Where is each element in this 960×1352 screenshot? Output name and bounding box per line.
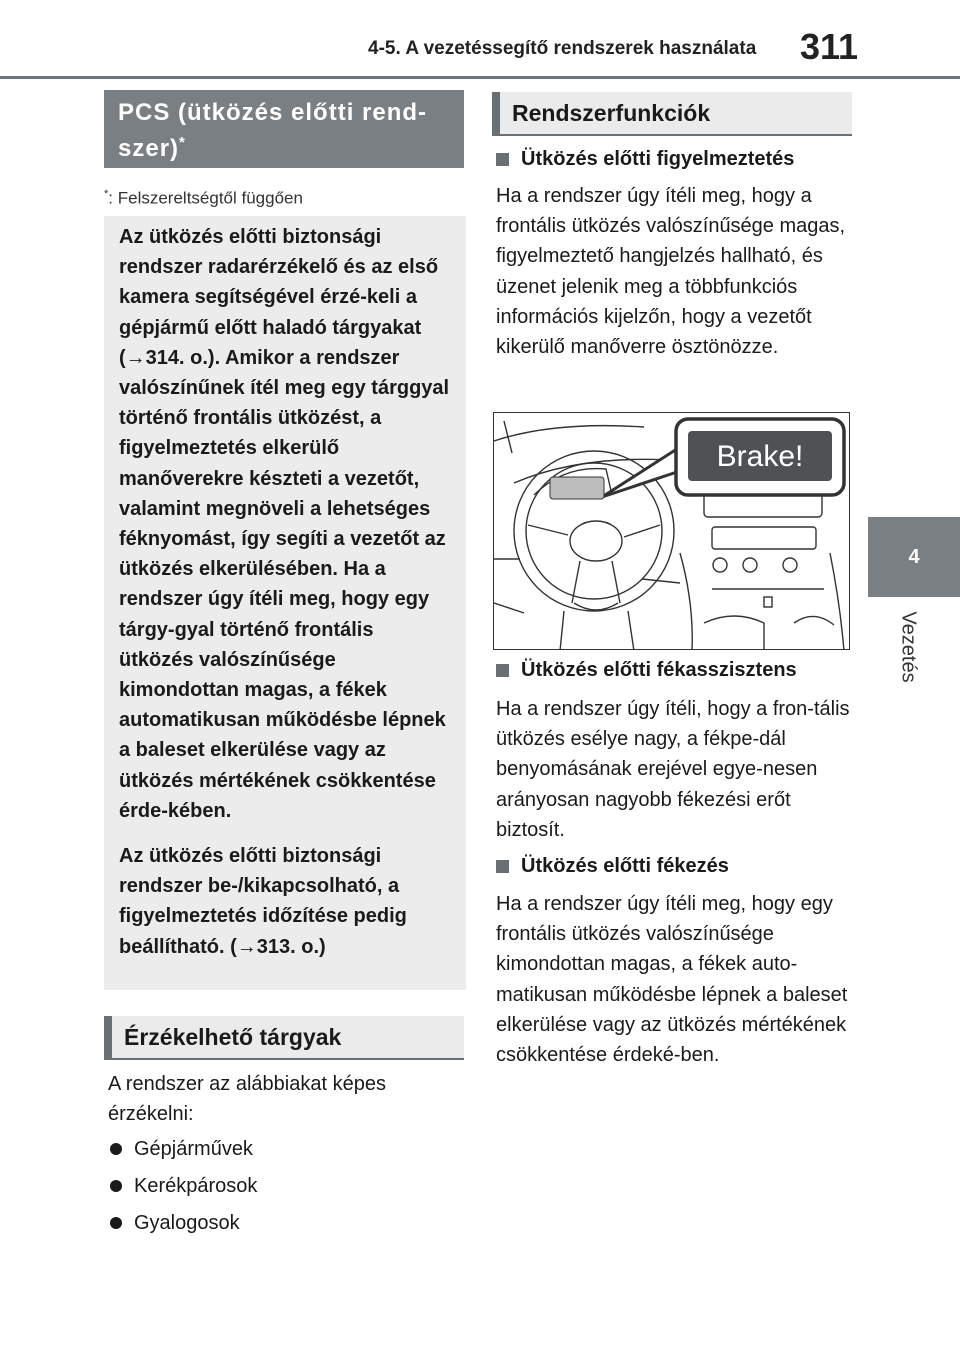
dashboard-illustration: [493, 412, 850, 650]
subheading-text: Ütközés előtti figyelmeztetés: [521, 148, 795, 170]
footnote: [104, 188, 303, 209]
bullet-dot: [110, 1143, 122, 1155]
detectable-list: [108, 1134, 257, 1245]
bullet-dot: [110, 1180, 122, 1192]
list-item: [108, 1208, 257, 1245]
list-item: [108, 1171, 257, 1208]
section-title: 4-5. A vezetéssegítő rendszerek használata: [368, 38, 757, 59]
chapter-label-text: Vezetés: [897, 611, 920, 683]
square-bullet-icon: [496, 664, 509, 677]
title-asterisk: *: [179, 134, 186, 151]
list-item-text: Kerékpárosok: [134, 1175, 258, 1197]
braking-text: Ha a rendszer úgy ítéli meg, hogy egy frontális ütközés valószínűsége kimondottan magas, a fékek auto-matikusan működésbe lépnek a baleset elkerülése vagy az ütközés mértékének csökkentése érdeké-ben.: [496, 893, 848, 1067]
system-functions-heading: [492, 92, 852, 136]
pcs-title-banner: [104, 90, 464, 168]
subheading-warning: [496, 148, 794, 171]
subheading-brake-assist: [496, 659, 797, 682]
bullet-dot: [110, 1217, 122, 1229]
subheading-text: Ütközés előtti fékasszisztens: [521, 659, 797, 681]
list-item-text: Gyalogosok: [134, 1212, 240, 1234]
list-item: [108, 1134, 257, 1171]
subheading-braking: [496, 855, 729, 878]
brake-assist-text: Ha a rendszer úgy ítéli, hogy a fron-tális ütközés esélye nagy, a fékpe-dál benyomásának erejével egye-nesen arányosan nagyobb fékezési erőt biztosít.: [496, 698, 850, 841]
pcs-title-line1: PCS (ütközés előtti rend-: [118, 99, 428, 126]
chapter-label: [888, 604, 928, 690]
footnote-asterisk: *: [104, 188, 109, 200]
footnote-text: : Felszereltségtől függően: [108, 188, 303, 208]
info-paragraph-1: Az ütközés előtti biztonsági rendszer radarérzékelő és az első kamera segítségével érzé-keli a gépjármű előtt haladó tárgyakat (→314. o.). Amikor a rendszer valószínűnek ítél meg egy tárggyal történő frontális ütközést, a figyelmeztetés elkerülő manőverekre készteti a vezetőt, valamint megnöveli a lehetséges féknyomást, így segíti a vezetőt az ütközés elkerülésében. Ha a rendszer úgy ítéli meg, hogy egy tárgy-gyal történő frontális ütközés valószínűsége kimondottan magas, a fékek automatikusan működésbe lépnek a baleset elkerülése vagy az ütközés mértékének csökkentése érde-kében.: [119, 226, 450, 822]
subheading-text: Ütközés előtti fékezés: [521, 855, 729, 877]
page-number: 311: [800, 26, 859, 67]
detectable-intro: A rendszer az alábbiakat képes érzékelni:: [108, 1073, 386, 1126]
list-item-text: Gépjárművek: [134, 1138, 253, 1160]
info-paragraph-2: Az ütközés előtti biztonsági rendszer be-/kikapcsolható, a figyelmeztetés időzítése pedig beállítható. (→313. o.): [119, 845, 407, 958]
chapter-number: 4: [908, 545, 920, 568]
chapter-tab: [868, 517, 960, 597]
detectable-objects-heading: [104, 1016, 464, 1060]
square-bullet-icon: [496, 860, 509, 873]
pcs-title-line2: szer): [118, 135, 180, 162]
detectable-objects-title: Érzékelhető tárgyak: [124, 1023, 342, 1050]
warning-text: Ha a rendszer úgy ítéli meg, hogy a frontális ütközés valószínűsége magas, figyelmeztető hangjelzés hallható, és üzenet jelenik meg a többfunkciós információs kijelzőn, hogy a vezetőt kikerülő manőverre ösztönözze.: [496, 185, 846, 359]
system-functions-title: Rendszerfunkciók: [512, 99, 711, 126]
brake-message: Brake!: [716, 440, 804, 473]
dashboard-drawing: [494, 413, 850, 650]
square-bullet-icon: [496, 153, 509, 166]
header-rule: [0, 76, 960, 79]
pcs-info-box: [104, 216, 466, 990]
